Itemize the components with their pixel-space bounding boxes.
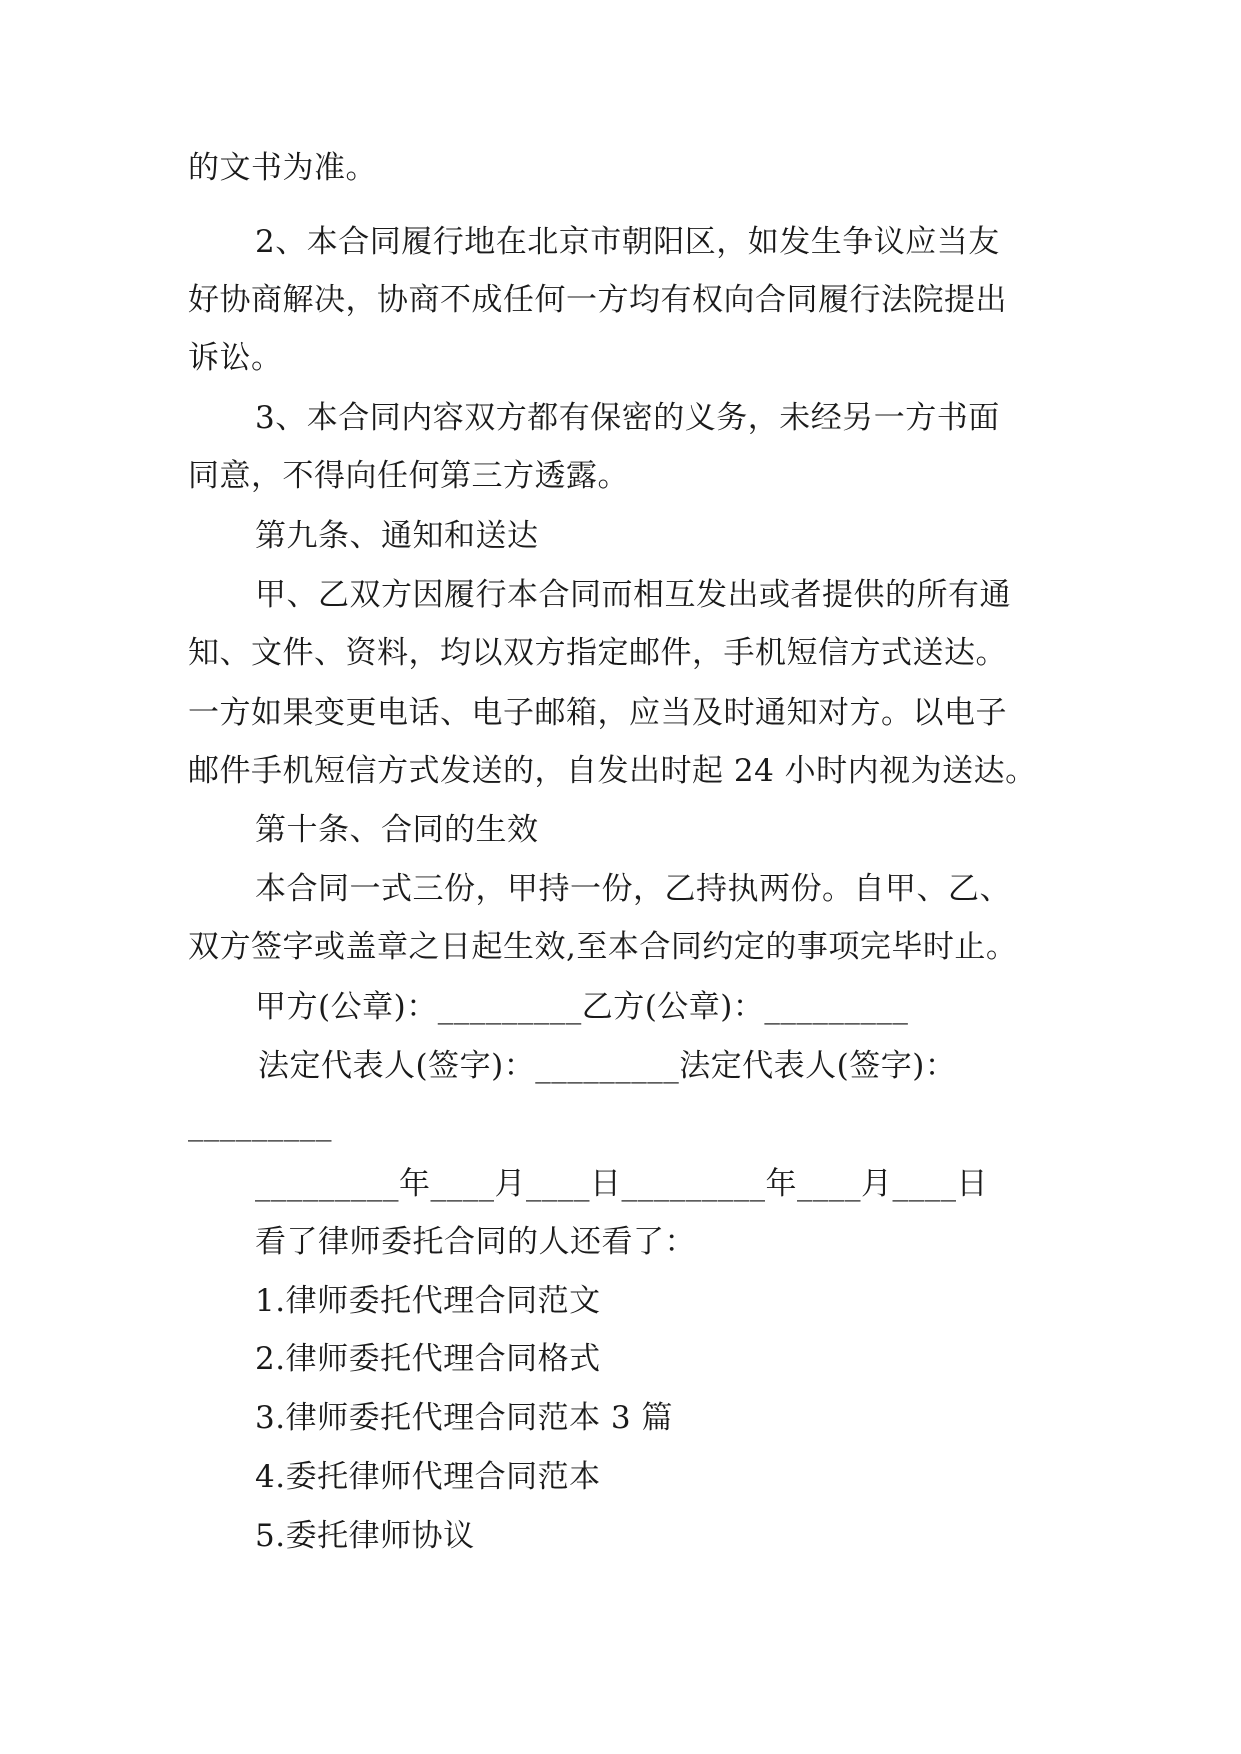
related-link-4: 4.委托律师代理合同范本: [255, 1459, 601, 1495]
text-line: 3、本合同内容双方都有保密的义务，未经另一方书面: [255, 400, 1000, 436]
date-line: _________年____月____日_________年____月____日: [255, 1166, 988, 1202]
text-line: 的文书为准。: [188, 150, 377, 186]
related-link-2: 2.律师委托代理合同格式: [255, 1341, 601, 1377]
section-heading: 第十条、合同的生效: [255, 812, 539, 848]
text-line: 知、文件、资料，均以双方指定邮件，手机短信方式送达。: [188, 635, 1007, 671]
related-link-1: 1.律师委托代理合同范文: [255, 1283, 601, 1319]
text-line: 一方如果变更电话、电子邮箱，应当及时通知对方。以电子: [188, 695, 1007, 731]
related-link-3: 3.律师委托代理合同范本 3 篇: [255, 1400, 674, 1436]
text-line: 好协商解决，协商不成任何一方均有权向合同履行法院提出: [188, 282, 1007, 318]
text-line: 双方签字或盖章之日起生效,至本合同约定的事项完毕时止。: [188, 929, 1018, 965]
section-heading: 第九条、通知和送达: [255, 518, 539, 554]
text-line: 邮件手机短信方式发送的，自发出时起 24 小时内视为送达。: [188, 753, 1037, 789]
text-line: 2、本合同履行地在北京市朝阳区，如发生争议应当友: [255, 224, 1000, 260]
text-line: 甲、乙双方因履行本合同而相互发出或者提供的所有通: [255, 577, 1011, 613]
related-heading: 看了律师委托合同的人还看了：: [255, 1224, 696, 1260]
signature-line-seal: 甲方(公章)：_________乙方(公章)：_________: [255, 989, 909, 1025]
related-link-5: 5.委托律师协议: [255, 1518, 475, 1554]
text-line: 本合同一式三份，甲持一份，乙持执两份。自甲、乙、: [255, 871, 1011, 907]
text-line: 诉讼。: [188, 340, 283, 376]
signature-line-representative: 法定代表人(签字)：_________法定代表人(签字)：: [258, 1048, 957, 1084]
signature-line-blank: _________: [188, 1106, 332, 1142]
text-line: 同意，不得向任何第三方透露。: [188, 458, 629, 494]
